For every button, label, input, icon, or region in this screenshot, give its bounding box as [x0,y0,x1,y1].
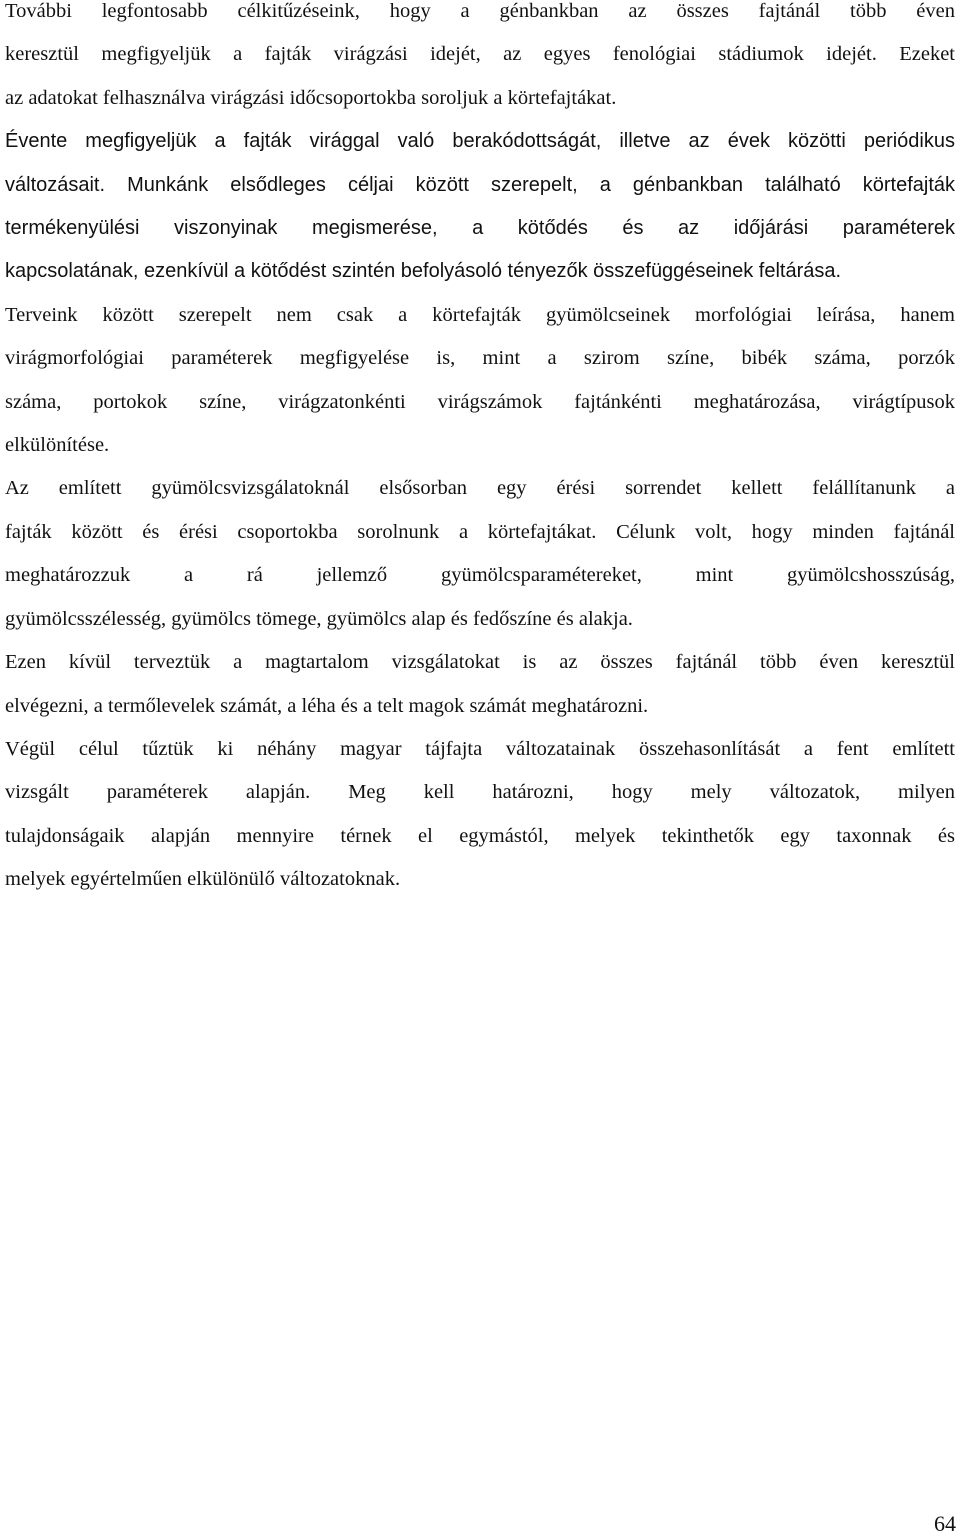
text-line: Terveink között szerepelt nem csak a körtefajták gyümölcseinek morfológiai leírása, hanem [5,303,955,326]
text-line: termékenyülési viszonyinak megismerése, a kötődés és az időjárási paraméterek [5,217,955,240]
paragraph-seed-tests [5,641,955,728]
text-line: Ezen kívül terveztük a magtartalom vizsgálatokat is az összes fajtánál több éven keresztül [5,651,955,674]
text-line: tulajdonságaik alapján mennyire térnek el egymástól, melyek tekinthetők egy taxonnak és [5,824,955,847]
text-line: elvégezni, a termőlevelek számát, a léha és a telt magok számát meghatározni. [5,694,649,717]
text-line: virágmorfológiai paraméterek megfigyelése is, mint a szirom színe, bibék száma, porzók [5,347,955,370]
text-line: vizsgált paraméterek alapján. Meg kell határozni, hogy mely változatok, milyen [5,781,955,804]
paragraph-observations [5,120,955,294]
text-line: elkülönítése. [5,434,110,457]
document-body [5,0,955,902]
paragraph-fruit-tests [5,467,955,641]
text-line: az adatokat felhasználva virágzási időcsoportokba soroljuk a körtefajtákat. [5,86,617,109]
text-line: melyek egyértelműen elkülönülő változatoknak. [5,868,401,891]
text-line: fajták között és érési csoportokba sorolnunk a körtefajtákat. Célunk volt, hogy minden fajtánál [5,520,955,543]
text-line: meghatározzuk a rá jellemző gyümölcsparamétereket, mint gyümölcshosszúság, [5,564,955,587]
document-page [5,0,955,912]
text-line: Évente megfigyeljük a fajták virággal való berakódottságát, illetve az évek közötti periódikus [5,130,955,153]
page-number: 64 [934,1511,956,1536]
text-line: változásait. Munkánk elsődleges céljai között szerepelt, a génbankban található körtefajták [5,173,955,196]
paragraph-landraces [5,728,955,902]
paragraph-plans [5,294,955,468]
text-line: száma, portokok színe, virágzatonkénti virágszámok fajtánkénti meghatározása, virágtípusok [5,390,955,413]
text-line: keresztül megfigyeljük a fajták virágzási idejét, az egyes fenológiai stádiumok idejét. Ezeket [5,43,955,66]
text-line: Végül célul tűztük ki néhány magyar tájfajta változatainak összehasonlítását a fent említett [5,737,955,760]
paragraph-goals [5,0,955,120]
text-line: További legfontosabb célkitűzéseink, hogy a génbankban az összes fajtánál több éven [5,0,955,22]
text-line: kapcsolatának, ezenkívül a kötődést szintén befolyásoló tényezők összefüggéseinek feltárása. [5,260,842,283]
text-line: gyümölcsszélesség, gyümölcs tömege, gyümölcs alap és fedőszíne és alakja. [5,607,633,630]
text-line: Az említett gyümölcsvizsgálatoknál elsősorban egy érési sorrendet kellett felállítanunk a [5,477,955,500]
